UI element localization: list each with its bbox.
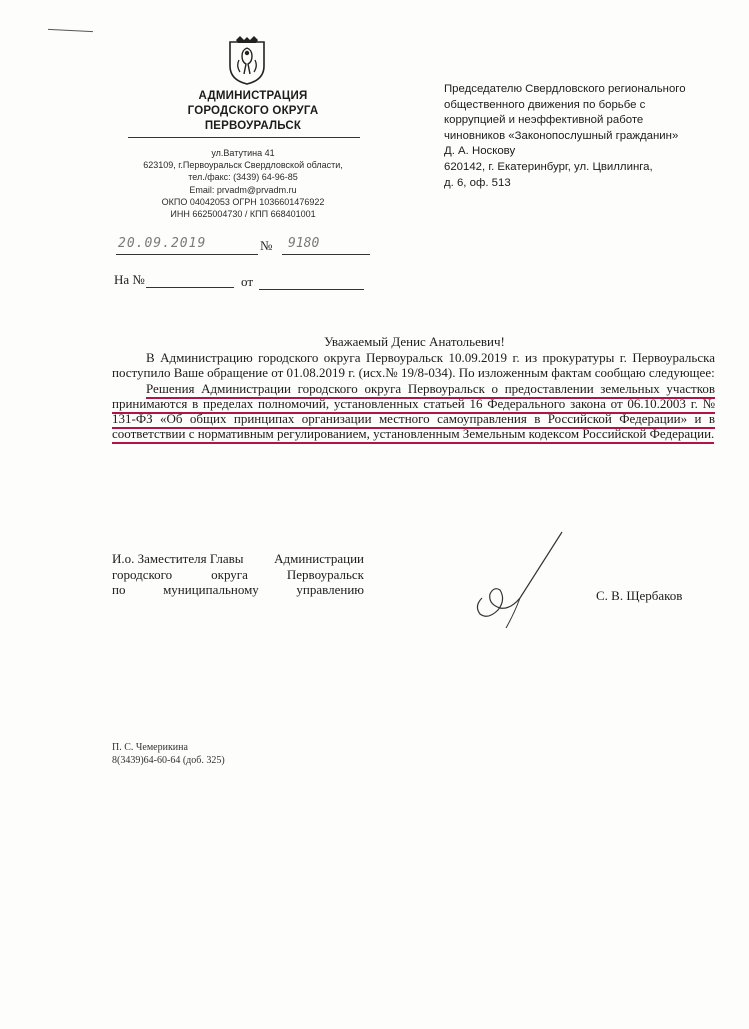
- contact-line: 623109, г.Первоуральск Свердловской области,: [143, 160, 343, 171]
- sender-contacts: [132, 147, 354, 220]
- signatory-text: муниципальному: [163, 582, 259, 597]
- signatory-text: по: [112, 582, 126, 597]
- letter-body: [112, 350, 715, 442]
- sender-org-line: АДМИНИСТРАЦИЯ: [198, 90, 308, 102]
- body-paragraph: В Администрацию городского округа Первоуральск 10.09.2019 г. из прокуратуры г. Первоуральска поступило Ваше обращение от 01.08.2019 г. (исх.№ 19/8-034). По изложенным фактам сообщаю следующее:: [112, 350, 715, 381]
- highlighted-text: Решения Администрации городского округа Первоуральск о предоставлении земельных участков принимаются в пределах полномочий, установленных статьей 16 Федерального закона от 06.10.2003 г. № 131-ФЗ «Об общих принципах организации местного самоуправления в Российской Федерации» и в соответствии с нормативным регулированием, установленным Земельным кодексом Российской Федерации.: [112, 381, 715, 445]
- reply-to-blank: [146, 287, 234, 288]
- header-divider: [128, 137, 360, 138]
- signatory-title: [112, 551, 364, 598]
- reply-from-label: от: [241, 274, 254, 289]
- contact-line: тел./факс: (3439) 64-96-85: [188, 172, 298, 183]
- signatory-text: городского: [112, 566, 173, 582]
- body-paragraph-highlighted: [112, 381, 715, 442]
- scan-mark: [48, 29, 93, 32]
- reply-from-blank: [259, 289, 364, 290]
- signatory-line: [112, 567, 364, 583]
- executor-info: [112, 741, 225, 767]
- contact-line: Email: prvadm@prvadm.ru: [189, 184, 297, 195]
- sender-org-line: ГОРОДСКОГО ОКРУГА: [187, 105, 319, 117]
- addressee-line: д. 6, оф. 513: [444, 176, 511, 189]
- signatory-text: управлению: [296, 582, 364, 597]
- addressee-line: коррупцией и неэффективной работе: [444, 114, 644, 127]
- signatory-line: [112, 551, 364, 567]
- coat-of-arms-icon: [222, 36, 272, 86]
- signatory-text: И.о. Заместителя Главы: [112, 551, 244, 566]
- executor-name: П. С. Чемерикина: [112, 742, 188, 753]
- addressee-line: Д. А. Носкову: [444, 145, 516, 158]
- signatory-text: Первоуральск: [286, 566, 364, 582]
- salutation: Уважаемый Денис Анатольевич!: [324, 334, 505, 349]
- registration-number: 9180: [282, 236, 370, 255]
- addressee-line: 620142, г. Екатеринбург, ул. Цвиллинга,: [444, 160, 653, 173]
- executor-phone: 8(3439)64-60-64 (доб. 325): [112, 755, 225, 766]
- signatory-line: [112, 582, 364, 598]
- sender-org-line: ПЕРВОУРАЛЬСК: [204, 120, 302, 132]
- contact-line: ул.Ватутина 41: [211, 148, 275, 158]
- contact-line: ОКПО 04042053 ОГРН 1036601476922: [161, 196, 325, 207]
- registration-number-label: №: [260, 238, 273, 253]
- registration-date: 20.09.2019: [116, 236, 258, 255]
- sender-organization: [148, 89, 358, 134]
- signatory-text: Администрации: [274, 551, 364, 566]
- handwritten-signature: [470, 528, 580, 633]
- signatory-text: округа: [211, 566, 248, 582]
- signer-name: С. В. Щербаков: [596, 588, 683, 603]
- reply-to-label: На №: [114, 272, 145, 287]
- addressee-line: Председателю Свердловского регионального: [444, 83, 686, 95]
- contact-line: ИНН 6625004730 / КПП 668401001: [170, 209, 316, 220]
- addressee-block: [444, 82, 734, 191]
- addressee-line: чиновников «Законопослушный гражданин»: [444, 129, 679, 142]
- addressee-line: общественного движения по борьбе с: [444, 98, 646, 111]
